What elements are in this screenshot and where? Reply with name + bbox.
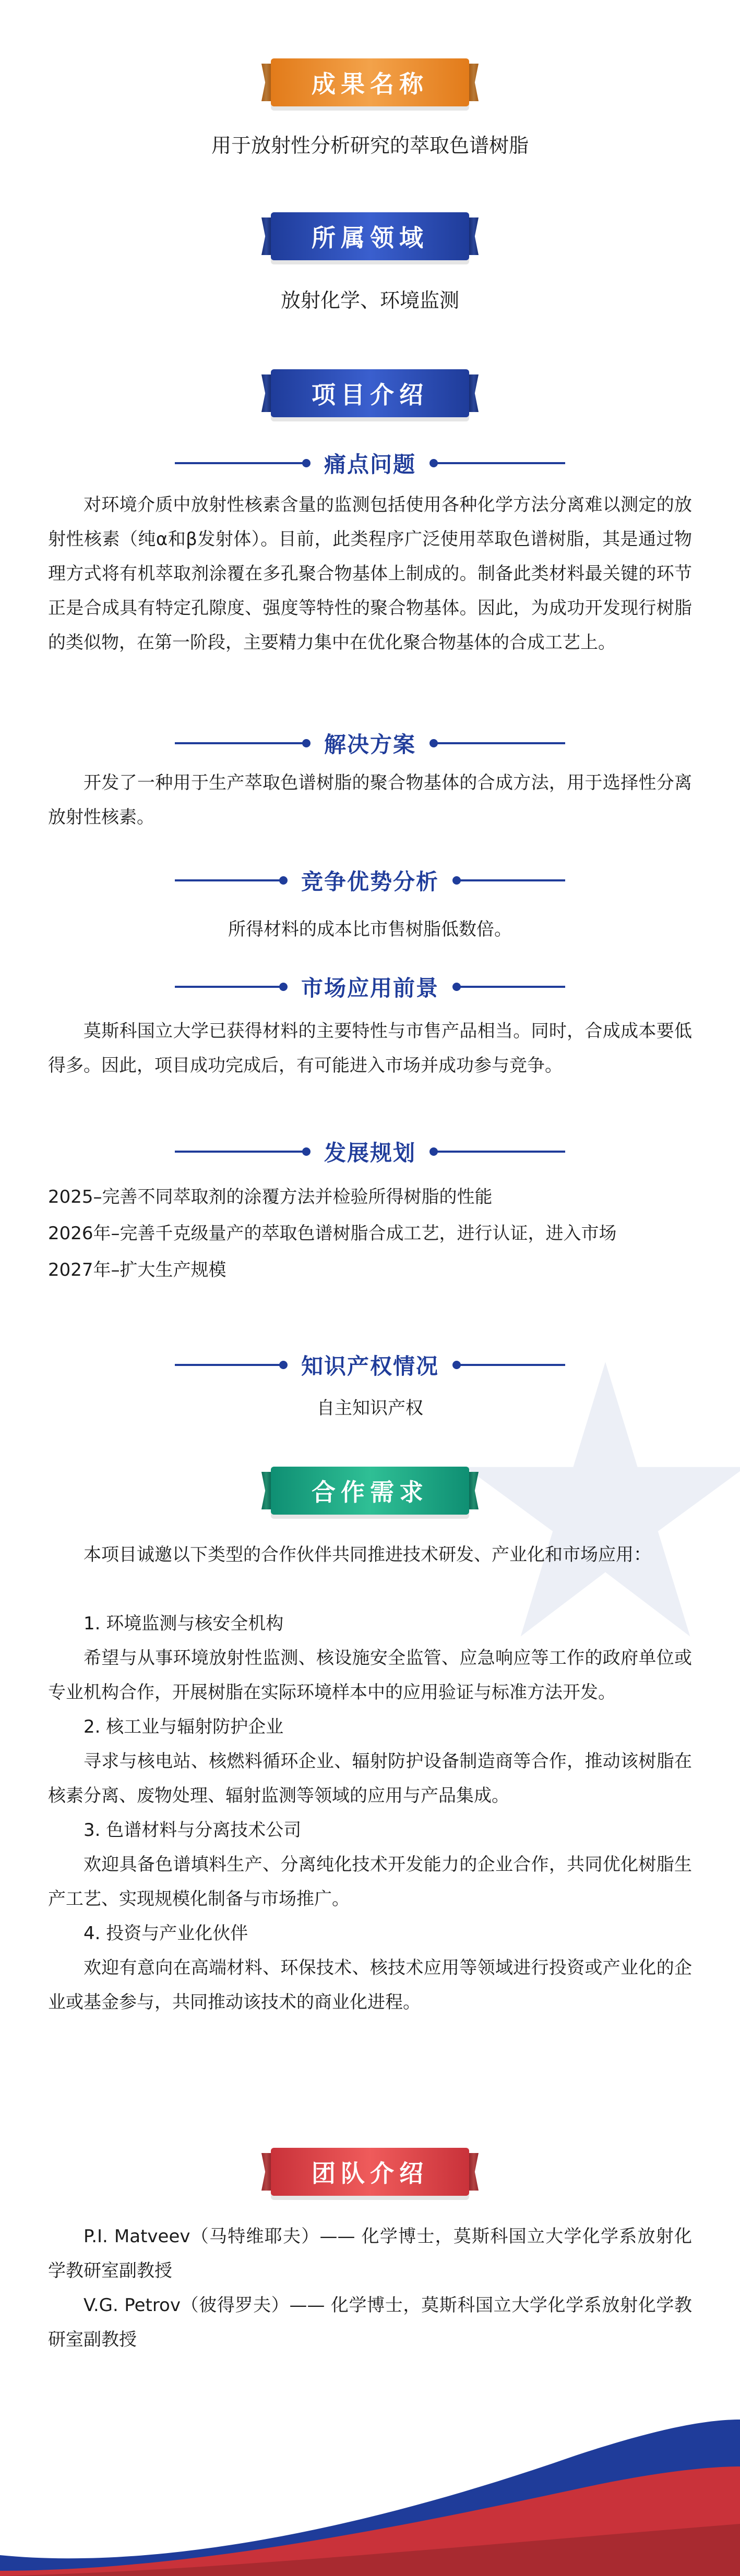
intro-badge — [271, 369, 469, 417]
cooperation-item-text: 欢迎具备色谱填料生产、分离纯化技术开发能力的企业合作，共同优化树脂生产工艺、实现规模化制备与市场推广。 — [48, 1854, 692, 1909]
heading-line-left — [175, 879, 287, 881]
pain-heading-label: 痛点问题 — [324, 452, 416, 477]
cooperation-badge — [271, 1467, 469, 1515]
plan-item: 2026年–完善千克级量产的萃取色谱树脂合成工艺，进行认证，进入市场 — [48, 1223, 617, 1244]
solution-heading — [175, 728, 565, 759]
heading-line-right — [431, 742, 565, 744]
heading-line-left — [175, 1151, 309, 1153]
team-badge-label: 团队介绍 — [312, 2159, 428, 2187]
ip-text: 自主知识产权 — [317, 1398, 423, 1419]
solution-heading-label: 解决方案 — [324, 732, 416, 757]
field-badge — [271, 212, 469, 260]
advantage-text: 所得材料的成本比市售树脂低数倍。 — [228, 919, 512, 940]
market-heading — [175, 971, 565, 1002]
cooperation-item-text: 寻求与核电站、核燃料循环企业、辐射防护设备制造商等合作，推动该树脂在核素分离、废物处理、辐射监测等领域的应用与产品集成。 — [48, 1751, 692, 1806]
cooperation-list — [48, 1606, 692, 2019]
pain-text: 对环境介质中放射性核素含量的监测包括使用各种化学方法分离难以测定的放射性核素（纯α和β发射体）。目前，此类程序广泛使用萃取色谱树脂，其是通过物理方式将有机萃取剂涂覆在多孔聚合物基体上制成的。制备此类材料最关键的环节正是合成具有特定孔隙度、强度等特性的聚合物基体。因此，为成功开发现行树脂的类似物，在第一阶段，主要精力集中在优化聚合物基体的合成工艺上。 — [48, 494, 692, 653]
cooperation-item-text: 欢迎有意向在高端材料、环保技术、核技术应用等领域进行投资或产业化的企业或基金参与，共同推动该技术的商业化进程。 — [48, 1957, 692, 2013]
plan-heading — [175, 1136, 565, 1167]
cooperation-item-title: 3. 色谱材料与分离技术公司 — [83, 1820, 302, 1841]
field-text: 放射化学、环境监测 — [280, 289, 459, 312]
heading-line-left — [175, 742, 309, 744]
plan-list — [48, 1180, 692, 1287]
heading-line-left — [175, 1364, 287, 1366]
team-member: V.G. Petrov（彼得罗夫）—— 化学博士，莫斯科国立大学化学系放射化学教研室副教授 — [48, 2295, 692, 2350]
ip-heading — [175, 1349, 565, 1381]
heading-line-left — [175, 462, 309, 464]
heading-line-right — [431, 462, 565, 464]
achievement-badge-label: 成果名称 — [312, 70, 428, 98]
team-list — [48, 2219, 692, 2357]
plan-heading-label: 发展规划 — [324, 1140, 416, 1166]
market-heading-label: 市场应用前景 — [301, 975, 439, 1001]
cooperation-item-title: 4. 投资与产业化伙伴 — [83, 1923, 248, 1944]
ip-heading-label: 知识产权情况 — [301, 1353, 439, 1379]
plan-item: 2027年–扩大生产规模 — [48, 1260, 226, 1280]
achievement-badge — [271, 58, 469, 106]
advantage-heading — [175, 865, 565, 896]
cooperation-item-title: 2. 核工业与辐射防护企业 — [83, 1716, 284, 1737]
market-text: 莫斯科国立大学已获得材料的主要特性与市售产品相当。同时，合成成本要低得多。因此，项目成功完成后，有可能进入市场并成功参与竞争。 — [48, 1021, 692, 1076]
cooperation-badge-label: 合作需求 — [312, 1478, 428, 1506]
cooperation-item-title: 1. 环境监测与核安全机构 — [83, 1613, 284, 1634]
intro-badge-label: 项目介绍 — [312, 381, 428, 409]
cooperation-intro: 本项目诚邀以下类型的合作伙伴共同推进技术研发、产业化和市场应用： — [83, 1544, 651, 1565]
team-member: P.I. Matveev（马特维耶夫）—— 化学博士，莫斯科国立大学化学系放射化学教研室副教授 — [48, 2226, 692, 2281]
heading-line-right — [453, 986, 565, 988]
field-badge-label: 所属领域 — [312, 224, 428, 252]
heading-line-right — [453, 1364, 565, 1366]
achievement-name: 用于放射性分析研究的萃取色谱树脂 — [211, 134, 529, 157]
heading-line-right — [453, 879, 565, 881]
plan-item: 2025–完善不同萃取剂的涂覆方法并检验所得树脂的性能 — [48, 1187, 493, 1207]
cooperation-item-text: 希望与从事环境放射性监测、核设施安全监管、应急响应等工作的政府单位或专业机构合作，开展树脂在实际环境样本中的应用验证与标准方法开发。 — [48, 1648, 692, 1703]
advantage-heading-label: 竞争优势分析 — [301, 869, 439, 894]
pain-heading — [175, 448, 565, 479]
bottom-wave-decoration — [0, 2399, 740, 2576]
heading-line-left — [175, 986, 287, 988]
team-badge — [271, 2148, 469, 2196]
heading-line-right — [431, 1151, 565, 1153]
solution-text: 开发了一种用于生产萃取色谱树脂的聚合物基体的合成方法，用于选择性分离放射性核素。 — [48, 772, 692, 828]
